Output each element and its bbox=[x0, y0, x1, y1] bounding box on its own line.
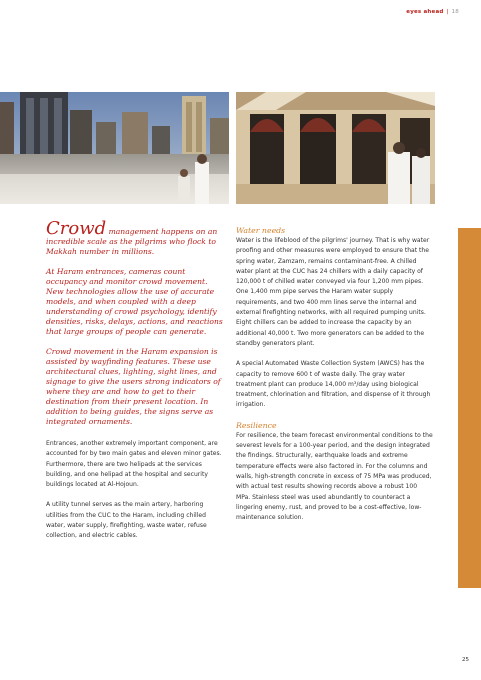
photo-crowd-haram bbox=[0, 92, 229, 204]
left-column bbox=[46, 218, 224, 552]
body-paragraph-water: Water is the lifeblood of the pilgrims' journey. That is why water proofing and other measures were employed to ensure that the spring water, Zamzam, remains contaminant-free. A chilled water plant at the CUC has 24 chillers with a daily capacity of 120,000 t of chilled water conveyed via four 1,200 mm pipes. One 1,400 mm pipe serves the Haram water supply requirements, and two 400 mm lines serve the internal and external firefighting networks, with all required pumping units. Eight chillers can be added to increase the capacity by an additional 40,000 t. Two more generators can be added to the standby generators plant. bbox=[236, 237, 430, 347]
arcade-photo-illustration bbox=[236, 92, 435, 204]
body-paragraph-resilience: For resilience, the team forecast environmental conditions to the severest levels for a 100-year period, and the design integrated the findings. Structurally, earthquake loads and extreme temperature effects were also factored in. For the columns and walls, high-strength concrete in excess of 75 MPa was produced, with actual test results showing records above a robust 100 MPa. Stainless steel was used abundantly to counteract a lingering enemy, rust, and proved to be a cost-effective, low-maintenance solution. bbox=[236, 431, 433, 522]
intro-paragraph-1 bbox=[46, 218, 224, 257]
photo-haram-arcade bbox=[236, 92, 435, 204]
heading-water-needs: Water needs bbox=[236, 226, 286, 235]
page-number: 25 bbox=[462, 657, 469, 663]
right-column bbox=[236, 226, 433, 533]
header-page-ref: 18 bbox=[451, 9, 459, 15]
intro-dropcap: Crowd bbox=[46, 218, 107, 239]
body-paragraph-utility-tunnel: A utility tunnel serves as the main artery, harboring utilities from the CUC to the Haram, including chilled water, water supply, firefighting, waste water, refuse collection, and electric cables. bbox=[46, 501, 207, 540]
crowd-photo-illustration bbox=[0, 92, 229, 204]
running-header bbox=[406, 9, 459, 15]
intro-paragraph-3: Crowd movement in the Haram expansion is assisted by wayfinding features. These use architectural clues, lighting, sight lines, and signage to give the users strong indicators of where they are and how to get to their destination from their present location. In addition to being guides, the signs serve as integrated ornaments. bbox=[46, 347, 221, 426]
header-separator: | bbox=[446, 9, 449, 15]
body-paragraph-entrances: Entrances, another extremely important component, are accounted for by two main gates and eleven minor gates. Furthermore, there are two helipads at the services building, and one helipad at the hospital and security buildings located at Al-Hojoun. bbox=[46, 440, 222, 489]
intro-paragraph-2: At Haram entrances, cameras count occupancy and monitor crowd movement. New technologies allow the use of accurate models, and when coupled with a deep understanding of crowd psychology, identify densities, risks, delays, actions, and reactions that large groups of people can generate. bbox=[46, 267, 223, 336]
intro-paragraph-1-text: management happens on an incredible scale as the pilgrims who flock to Makkah number in millions. bbox=[46, 227, 218, 256]
accent-sidebar-bar bbox=[458, 228, 481, 588]
header-brand: eyes ahead bbox=[406, 9, 444, 15]
heading-resilience: Resilience bbox=[236, 420, 277, 430]
body-paragraph-waste: A special Automated Waste Collection System (AWCS) has the capacity to remove 600 t of waste daily. The gray water treatment plant can produce 14,000 m³/day using biological treatment, chlorination and filtration, and dispense of it through irrigation. bbox=[236, 360, 431, 409]
